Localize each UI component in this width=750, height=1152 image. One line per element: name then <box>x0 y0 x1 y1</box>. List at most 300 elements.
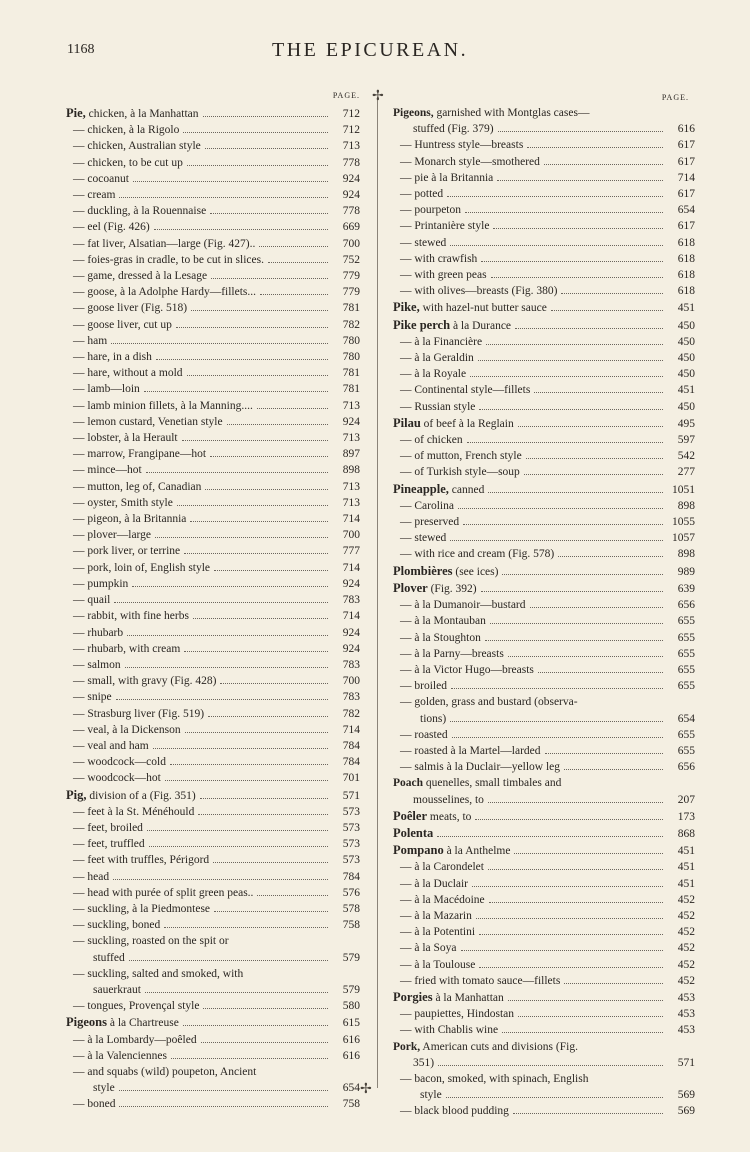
entry-line <box>400 202 695 218</box>
dot-leader <box>156 359 328 360</box>
index-subentry <box>393 202 695 218</box>
dot-leader <box>198 814 328 815</box>
entry-page-number: 781 <box>342 383 360 396</box>
entry-label <box>400 283 557 299</box>
entry-text: — lamb—loin <box>73 383 140 396</box>
entry-page-number: 571 <box>342 789 360 802</box>
entry-label <box>73 820 143 836</box>
index-subentry <box>393 235 695 251</box>
index-subentry <box>66 966 360 998</box>
dot-leader <box>201 1042 328 1043</box>
entry-list <box>66 105 360 1113</box>
index-subentry <box>393 759 695 775</box>
entry-text: — small, with gravy (Fig. 428) <box>73 675 217 688</box>
entry-label <box>400 399 475 415</box>
entry-line <box>400 464 695 480</box>
entry-text: (Fig. 392) <box>427 582 477 595</box>
entry-label <box>73 836 145 852</box>
index-subentry <box>66 365 360 381</box>
entry-label <box>393 580 477 597</box>
entry-text: division of a (Fig. 351) <box>86 789 196 802</box>
entry-headword: Pigeons, <box>393 107 434 119</box>
index-subentry <box>393 876 695 892</box>
entry-line <box>393 580 695 597</box>
dot-leader <box>470 376 663 377</box>
index-entry <box>393 481 695 498</box>
entry-line <box>66 1014 360 1031</box>
entry-page-number: 655 <box>677 744 695 757</box>
entry-line <box>73 430 360 446</box>
entry-label <box>73 414 223 430</box>
entry-line <box>73 869 360 885</box>
dot-leader <box>146 472 328 473</box>
entry-page-number: 701 <box>342 772 360 785</box>
entry-label <box>73 446 206 462</box>
entry-list <box>393 105 695 1120</box>
entry-text: — eel (Fig. 426) <box>73 221 150 234</box>
entry-line <box>73 268 360 284</box>
dot-leader <box>154 229 328 230</box>
entry-text: — mutton, leg of, Canadian <box>73 480 202 493</box>
entry-page-number: 654 <box>677 204 695 217</box>
entry-text: — mince—hot <box>73 464 142 477</box>
entry-line <box>400 727 695 743</box>
index-subentry <box>393 154 695 170</box>
entry-text: — suckling, salted and smoked, with <box>73 967 244 980</box>
entry-text: — à la Financière <box>400 335 483 348</box>
index-subentry <box>66 592 360 608</box>
index-subentry <box>66 527 360 543</box>
entry-text: chicken, à la Manhattan <box>85 108 199 120</box>
dot-leader <box>111 343 328 344</box>
entry-headword: Polenta <box>393 825 434 840</box>
index-subentry <box>66 122 360 138</box>
dot-leader <box>129 960 328 961</box>
entry-page-number: 784 <box>342 870 360 883</box>
dot-leader <box>211 278 328 279</box>
index-subentry <box>66 236 360 252</box>
index-subentry <box>393 1071 695 1103</box>
entry-text: — à la Macédoine <box>400 893 485 906</box>
entry-line <box>73 608 360 624</box>
entry-text: — stewed <box>400 236 447 249</box>
entry-text: — goose, à la Adolphe Hardy—fillets... <box>73 286 257 299</box>
index-subentry <box>66 706 360 722</box>
entry-page-number: 758 <box>342 1098 360 1111</box>
entry-label <box>400 202 461 218</box>
entry-line <box>400 186 695 202</box>
entry-label <box>400 464 520 480</box>
entry-line <box>400 973 695 989</box>
entry-page-number: 450 <box>677 400 695 413</box>
entry-continuation <box>73 982 360 998</box>
entry-text: — à la Parny—breasts <box>400 647 504 660</box>
index-subentry <box>66 268 360 284</box>
entry-page-number: 573 <box>342 821 360 834</box>
entry-label <box>73 284 256 300</box>
entry-text: — lobster, à la Herault <box>73 432 178 445</box>
dot-leader <box>165 780 328 781</box>
entry-text: — veal, à la Dickenson <box>73 723 181 736</box>
entry-label <box>400 334 482 350</box>
entry-text: — rabbit, with fine herbs <box>73 610 189 623</box>
entry-page-number: 700 <box>342 237 360 250</box>
entry-label <box>73 998 199 1014</box>
entry-line <box>73 333 360 349</box>
entry-text: — head with purée of split green peas.. <box>73 886 254 899</box>
entry-label <box>73 641 180 657</box>
entry-page-number: 579 <box>342 951 360 964</box>
dot-leader <box>508 656 663 657</box>
entry-text: — à la Montauban <box>400 615 486 628</box>
entry-page-number: 569 <box>677 1105 695 1118</box>
dot-leader <box>171 1058 328 1059</box>
dot-leader <box>479 967 663 968</box>
entry-label <box>393 317 511 334</box>
entry-page-number: 451 <box>677 302 695 315</box>
entry-line <box>400 630 695 646</box>
index-entry <box>393 989 695 1006</box>
entry-continuation <box>400 1087 695 1103</box>
index-subentry <box>393 662 695 678</box>
entry-text: — à la Dumanoir—bustard <box>400 599 526 612</box>
entry-continuation <box>393 121 695 137</box>
index-entry <box>393 580 695 597</box>
dot-leader <box>545 753 664 754</box>
index-subentry <box>393 1103 695 1119</box>
index-subentry <box>66 543 360 559</box>
entry-label <box>400 235 446 251</box>
index-subentry <box>66 333 360 349</box>
index-subentry <box>393 464 695 480</box>
index-column-right <box>393 91 695 1120</box>
entry-text: — with green peas <box>400 269 487 282</box>
index-subentry <box>393 727 695 743</box>
entry-page-number: 868 <box>677 827 695 840</box>
entry-page-number: 655 <box>677 615 695 628</box>
dot-leader <box>125 667 328 668</box>
entry-text: — fried with tomato sauce—fillets <box>400 974 561 987</box>
entry-page-number: 780 <box>342 334 360 347</box>
entry-label <box>393 825 433 842</box>
entry-line <box>400 613 695 629</box>
index-entry <box>66 105 360 122</box>
dot-leader <box>144 391 328 392</box>
index-subentry <box>393 1022 695 1038</box>
entry-text: — of mutton, French style <box>400 450 522 463</box>
entry-label <box>400 908 472 924</box>
entry-line <box>73 998 360 1014</box>
dot-leader <box>479 934 663 935</box>
entry-continuation <box>73 950 360 966</box>
entry-page-number: 573 <box>342 838 360 851</box>
entry-label <box>73 933 360 949</box>
entry-line <box>73 689 360 705</box>
dot-leader <box>184 651 328 652</box>
dot-leader <box>497 180 663 181</box>
entry-line <box>400 957 695 973</box>
dot-leader <box>183 1025 328 1026</box>
index-subentry <box>393 940 695 956</box>
entry-line <box>73 901 360 917</box>
entry-text: — woodcock—hot <box>73 772 161 785</box>
entry-page-number: 616 <box>342 1033 360 1046</box>
entry-headword: Poach <box>393 777 424 790</box>
dot-leader <box>485 640 663 641</box>
page-column-label: PAGE. <box>661 93 689 102</box>
index-subentry <box>393 334 695 350</box>
entry-continuation <box>393 792 695 808</box>
entry-line <box>400 432 695 448</box>
index-subentry <box>393 743 695 759</box>
index-subentry <box>66 252 360 268</box>
index-subentry <box>393 350 695 366</box>
entry-headword: Pig, <box>66 787 87 802</box>
entry-text: — veal and ham <box>73 739 149 752</box>
entry-label <box>400 448 522 464</box>
entry-label <box>73 917 160 933</box>
entry-label <box>73 479 201 495</box>
entry-page-number: 714 <box>342 513 360 526</box>
dot-leader <box>544 164 663 165</box>
dot-leader <box>227 424 328 425</box>
entry-label <box>73 754 166 770</box>
entry-page-number: 451 <box>677 384 695 397</box>
dot-leader <box>200 798 328 799</box>
entry-line <box>393 825 695 842</box>
dot-leader <box>463 524 663 525</box>
index-entry <box>393 775 695 807</box>
entry-page-number: 617 <box>677 139 695 152</box>
dot-leader <box>119 1106 328 1107</box>
entry-page-number: 713 <box>342 480 360 493</box>
entry-label <box>73 219 150 235</box>
entry-label <box>73 138 201 154</box>
entry-continuation-text: tions) <box>420 712 447 725</box>
index-subentry <box>66 219 360 235</box>
dot-leader <box>113 879 328 880</box>
dot-leader <box>465 212 663 213</box>
entry-label <box>73 1064 360 1080</box>
dot-leader <box>437 836 663 837</box>
dot-leader <box>488 492 663 493</box>
entry-label <box>73 398 253 414</box>
entry-text: — boned <box>73 1098 116 1111</box>
entry-text: — cream <box>73 189 116 202</box>
entry-label <box>66 1014 179 1031</box>
entry-page-number: 453 <box>677 991 695 1004</box>
entry-line <box>73 349 360 365</box>
entry-label <box>400 630 481 646</box>
entry-label <box>400 530 446 546</box>
entry-label <box>393 563 498 580</box>
entry-label <box>393 1039 695 1055</box>
entry-text: — à la Lombardy—poêled <box>73 1033 197 1046</box>
entry-label <box>73 527 151 543</box>
entry-page-number: 452 <box>677 926 695 939</box>
entry-label <box>73 966 360 982</box>
entry-page-number: 453 <box>677 1024 695 1037</box>
entry-page-number: 618 <box>677 285 695 298</box>
entry-label <box>400 743 541 759</box>
entry-label <box>73 560 210 576</box>
index-subentry <box>66 1048 360 1064</box>
index-subentry <box>66 885 360 901</box>
entry-page-number: 655 <box>677 647 695 660</box>
entry-line <box>400 646 695 662</box>
entry-text: — snipe <box>73 691 112 704</box>
entry-page-number: 576 <box>342 886 360 899</box>
entry-line <box>73 252 360 268</box>
dot-leader <box>450 245 663 246</box>
dot-leader <box>132 586 328 587</box>
entry-page-number: 173 <box>677 810 695 823</box>
entry-text: — à la Victor Hugo—breasts <box>400 663 534 676</box>
index-subentry <box>393 366 695 382</box>
entry-line <box>400 137 695 153</box>
entry-page-number: 713 <box>342 140 360 153</box>
entry-text: — chicken, Australian style <box>73 140 201 153</box>
entry-page-number: 452 <box>677 958 695 971</box>
index-subentry <box>66 300 360 316</box>
dot-leader <box>530 607 663 608</box>
dot-leader <box>446 1097 663 1098</box>
entry-text: — salmon <box>73 658 121 671</box>
entry-page-number: 207 <box>677 793 695 806</box>
entry-headword: Pineapple, <box>393 481 449 496</box>
entry-line <box>73 754 360 770</box>
index-subentry <box>393 283 695 299</box>
entry-label <box>73 706 204 722</box>
entry-line <box>400 235 695 251</box>
entry-text: — broiled <box>400 680 447 693</box>
dot-leader <box>527 147 663 148</box>
dot-leader <box>502 574 663 575</box>
index-subentry <box>393 546 695 562</box>
entry-line <box>73 625 360 641</box>
index-subentry <box>66 414 360 430</box>
index-subentry <box>393 694 695 726</box>
dot-leader <box>210 213 328 214</box>
dot-leader <box>155 537 328 538</box>
entry-page-number: 617 <box>677 220 695 233</box>
index-subentry <box>66 349 360 365</box>
entry-label <box>400 1103 509 1119</box>
entry-text: — feet with truffles, Périgord <box>73 854 210 867</box>
index-subentry <box>66 576 360 592</box>
entry-line <box>400 334 695 350</box>
dot-leader <box>488 802 663 803</box>
entry-line <box>400 662 695 678</box>
dot-leader <box>450 721 663 722</box>
entry-line <box>400 382 695 398</box>
entry-page-number: 450 <box>677 368 695 381</box>
entry-line <box>73 203 360 219</box>
entry-page-number: 778 <box>342 156 360 169</box>
index-subentry <box>393 613 695 629</box>
entry-line <box>73 300 360 316</box>
entry-text: — paupiettes, Hindostan <box>400 1008 515 1021</box>
entry-page-number: 712 <box>342 108 360 120</box>
entry-page-number: 597 <box>677 434 695 447</box>
entry-page-number: 618 <box>677 269 695 282</box>
entry-line <box>73 852 360 868</box>
index-subentry <box>393 432 695 448</box>
dot-leader <box>127 635 328 636</box>
dot-leader <box>214 911 328 912</box>
entry-line <box>73 219 360 235</box>
index-subentry <box>66 641 360 657</box>
dot-leader <box>133 181 328 182</box>
entry-label <box>73 901 210 917</box>
entry-line <box>393 299 695 316</box>
entry-line <box>400 892 695 908</box>
dot-leader <box>205 489 328 490</box>
dot-leader <box>458 508 663 509</box>
entry-page-number: 782 <box>342 707 360 720</box>
dot-leader <box>452 737 663 738</box>
entry-line <box>73 576 360 592</box>
entry-label <box>73 738 149 754</box>
entry-text: — cocoanut <box>73 172 129 185</box>
entry-label <box>393 808 471 825</box>
dot-leader <box>177 505 328 506</box>
dot-leader <box>558 556 663 557</box>
index-subentry <box>66 284 360 300</box>
entry-line <box>73 1032 360 1048</box>
entry-text: — feet à la St. Ménéhould <box>73 805 195 818</box>
entry-text: — oyster, Smith style <box>73 496 173 509</box>
index-entry <box>66 1014 360 1031</box>
dot-leader <box>220 683 328 684</box>
index-subentry <box>393 218 695 234</box>
entry-line <box>73 836 360 852</box>
entry-page-number: 714 <box>677 171 695 184</box>
entry-text: — fat liver, Alsatian—large (Fig. 427).. <box>73 237 256 250</box>
entry-label <box>73 869 109 885</box>
page-number: 1168 <box>67 42 95 57</box>
entry-label <box>73 381 140 397</box>
entry-text: — rhubarb, with cream <box>73 642 181 655</box>
index-subentry <box>66 901 360 917</box>
entry-page-number: 452 <box>677 942 695 955</box>
running-title: THE EPICUREAN. <box>272 39 469 61</box>
entry-page-number: 752 <box>342 253 360 266</box>
index-subentry <box>66 446 360 462</box>
entry-label <box>400 727 448 743</box>
entry-label <box>400 251 477 267</box>
entry-page-number: 616 <box>677 123 695 136</box>
index-entry <box>393 825 695 842</box>
entry-label <box>400 597 526 613</box>
entry-line <box>400 170 695 186</box>
entry-page-number: 714 <box>342 610 360 623</box>
entry-continuation-text: stuffed (Fig. 379) <box>413 123 494 136</box>
entry-headword: Pork, <box>393 1040 421 1053</box>
dot-leader <box>185 732 328 733</box>
index-subentry <box>66 722 360 738</box>
entry-text: — lemon custard, Venetian style <box>73 415 223 428</box>
dot-leader <box>149 846 328 847</box>
entry-line <box>400 759 695 775</box>
entry-label <box>400 694 695 710</box>
index-subentry <box>393 186 695 202</box>
entry-page-number: 779 <box>342 286 360 299</box>
entry-line <box>400 448 695 464</box>
entry-page-number: 783 <box>342 594 360 607</box>
entry-line <box>393 808 695 825</box>
dot-leader <box>208 716 328 717</box>
